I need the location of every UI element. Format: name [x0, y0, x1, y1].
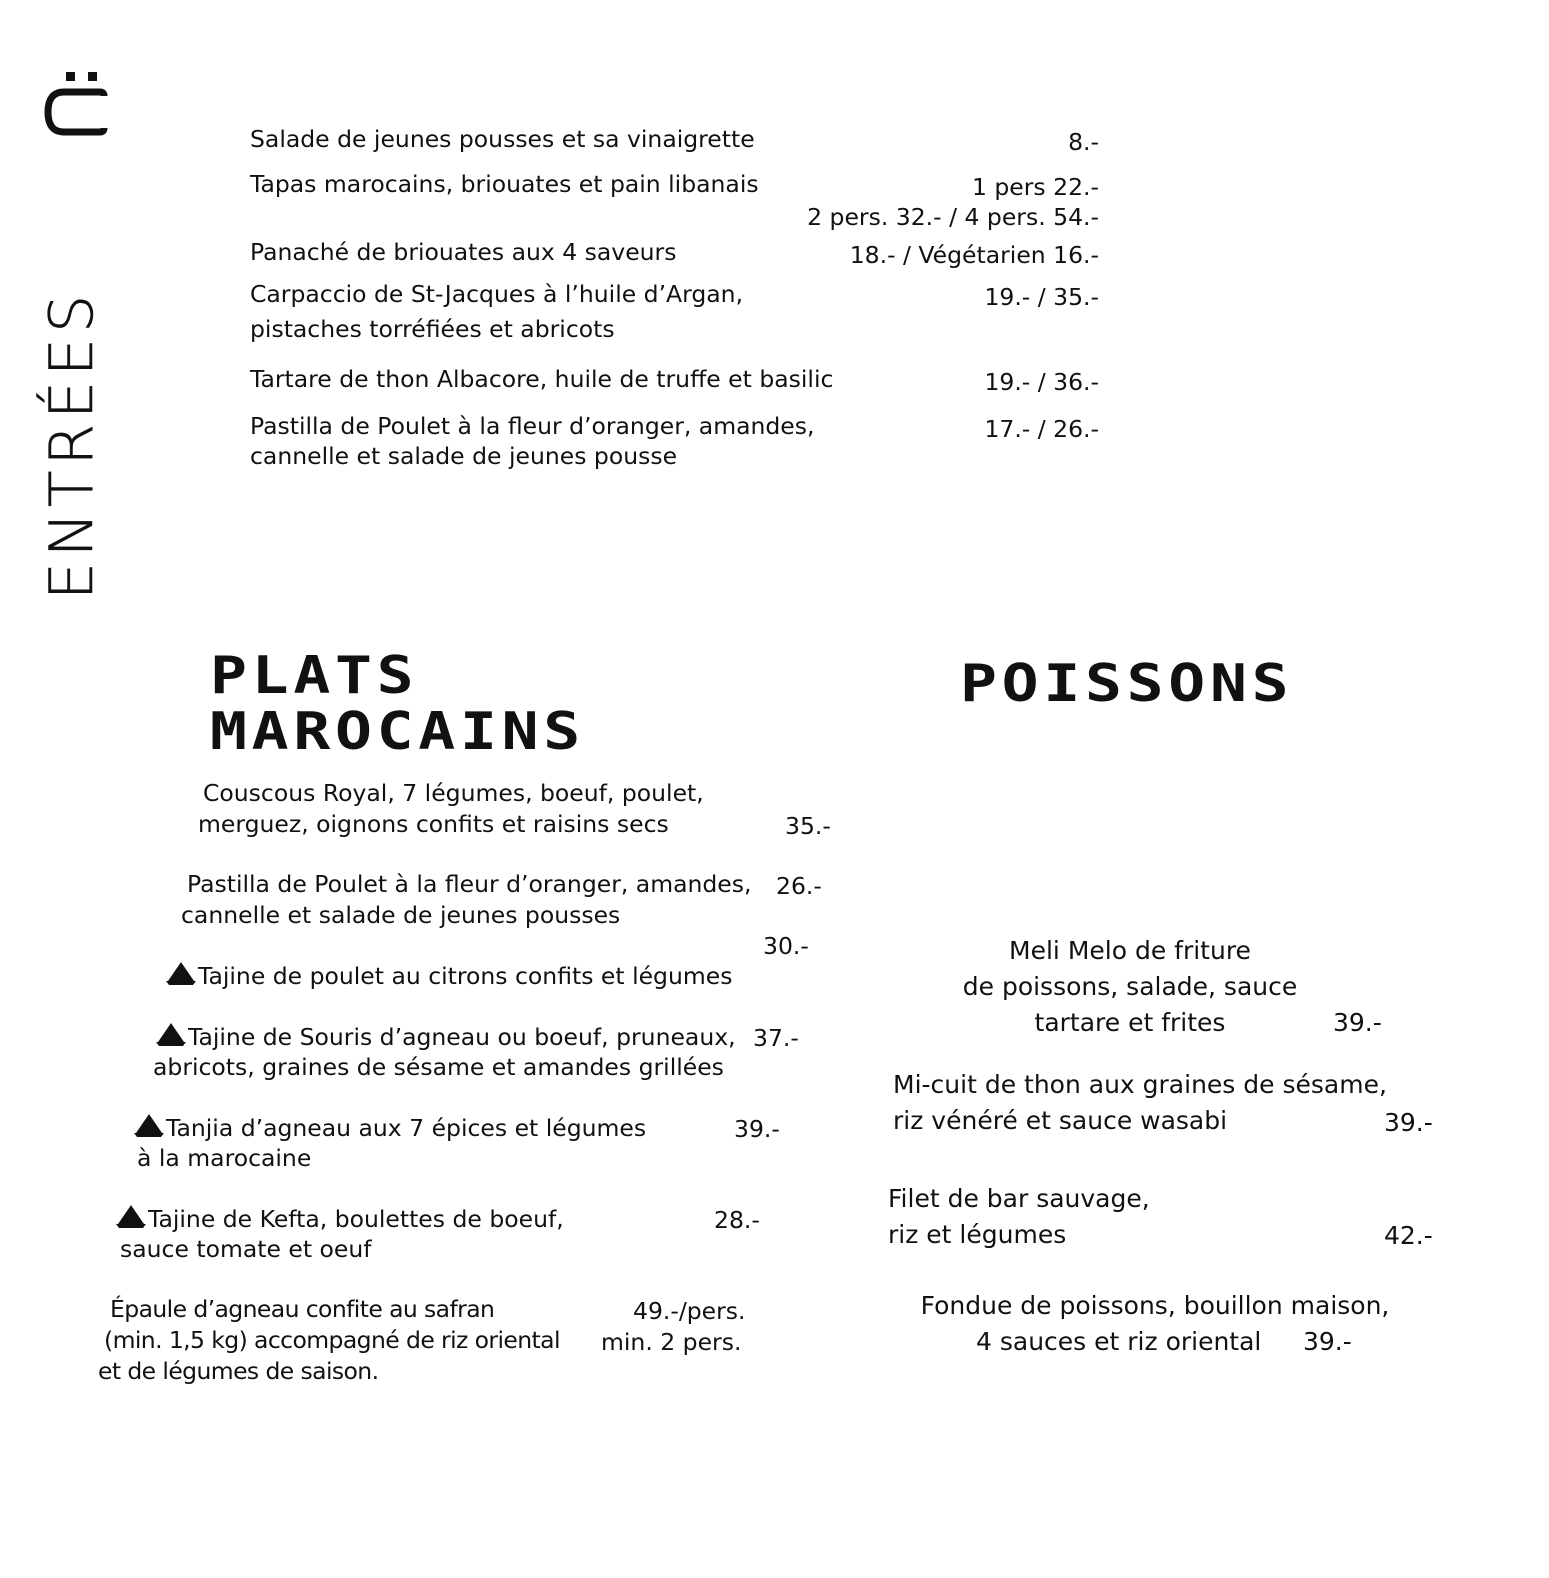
poisson-name: Mi-cuit de thon aux graines de sésame, [893, 1070, 1387, 1099]
entree-price: 17.- / 26.- [984, 415, 1099, 443]
tajine-icon [166, 960, 196, 988]
plat-desc: cannelle et salade de jeunes pousses [181, 901, 621, 929]
plat-name [156, 1021, 736, 1053]
entree-price: 19.- / 35.- [984, 283, 1099, 311]
plat-desc: à la marocaine [137, 1144, 312, 1172]
entree-name: Pastilla de Poulet à la fleur d’oranger, amandes, [250, 412, 815, 440]
entree-desc: cannelle et salade de jeunes pousse [250, 442, 678, 470]
plat-price: 35.- [785, 812, 831, 840]
tajine-icon [134, 1112, 164, 1140]
plat-price: 28.- [714, 1206, 760, 1234]
entree-price-secondary: 2 pers. 32.- / 4 pers. 54.- [807, 203, 1099, 231]
entree-price: 19.- / 36.- [984, 368, 1099, 396]
entree-name: Salade de jeunes pousses et sa vinaigrette [250, 125, 755, 153]
poisson-name: Filet de bar sauvage, [888, 1184, 1150, 1213]
poisson-price: 39.- [1303, 1327, 1352, 1356]
poisson-name: Fondue de poissons, bouillon maison, [920, 1291, 1390, 1320]
logo-icon [44, 68, 108, 148]
entree-price: 18.- / Végétarien 16.- [849, 241, 1099, 269]
plat-desc: et de légumes de saison. [98, 1357, 379, 1385]
plat-desc: merguez, oignons confits et raisins secs [198, 810, 669, 838]
plat-name: Pastilla de Poulet à la fleur d’oranger, amandes, [187, 870, 752, 898]
plat-name [116, 1203, 564, 1235]
poisson-desc: de poissons, salade, sauce [962, 972, 1298, 1001]
plat-name: Couscous Royal, 7 légumes, boeuf, poulet, [203, 779, 704, 807]
plat-name-text: Tajine de poulet au citrons confits et légumes [198, 962, 733, 990]
tajine-icon [156, 1021, 186, 1049]
plat-desc: (min. 1,5 kg) accompagné de riz oriental [104, 1326, 560, 1354]
poisson-desc: riz vénéré et sauce wasabi [893, 1106, 1228, 1135]
entree-price: 1 pers 22.- [971, 173, 1099, 201]
poisson-price: 39.- [1333, 1008, 1382, 1037]
entree-name: Tartare de thon Albacore, huile de truffe et basilic [250, 365, 834, 393]
tajine-icon [116, 1203, 146, 1231]
poisson-desc: riz et légumes [888, 1220, 1067, 1249]
entree-name: Tapas marocains, briouates et pain libanais [250, 170, 759, 198]
poisson-price: 42.- [1384, 1221, 1433, 1250]
plat-price: 39.- [734, 1115, 780, 1143]
plat-desc: abricots, graines de sésame et amandes grillées [153, 1053, 724, 1081]
entrees-title: ENTRÉES [37, 289, 107, 600]
entree-price: 8.- [1068, 128, 1099, 156]
plat-price-note: min. 2 pers. [601, 1328, 742, 1356]
entree-name: Panaché de briouates aux 4 saveurs [250, 238, 677, 266]
plat-name-text: Tajine de Souris d’agneau ou boeuf, pruneaux, [188, 1023, 736, 1051]
plat-name-text: Tanjia d’agneau aux 7 épices et légumes [166, 1114, 647, 1142]
poisson-price: 39.- [1384, 1108, 1433, 1137]
poisson-name: Meli Melo de friture [1009, 936, 1251, 965]
plat-price: 37.- [753, 1024, 799, 1052]
plat-name [166, 960, 732, 992]
entree-name: Carpaccio de St-Jacques à l’huile d’Argan, [250, 280, 744, 308]
entree-desc: pistaches torréfiées et abricots [250, 315, 615, 343]
plat-price: 26.- [776, 872, 822, 900]
plat-price: 30.- [763, 932, 809, 960]
poisson-desc: 4 sauces et riz oriental [976, 1327, 1262, 1356]
plats-title-line2: MAROCAINS [210, 702, 585, 762]
plat-name [134, 1112, 646, 1144]
poissons-title: POISSONS [960, 654, 1294, 714]
plat-name: Épaule d’agneau confite au safran [110, 1295, 495, 1323]
plat-price: 49.-/pers. [633, 1297, 746, 1325]
poisson-desc: tartare et frites [1034, 1008, 1226, 1037]
plat-name-text: Tajine de Kefta, boulettes de boeuf, [148, 1205, 564, 1233]
plats-title-line1: PLATS [210, 646, 419, 706]
plat-desc: sauce tomate et oeuf [120, 1235, 372, 1263]
